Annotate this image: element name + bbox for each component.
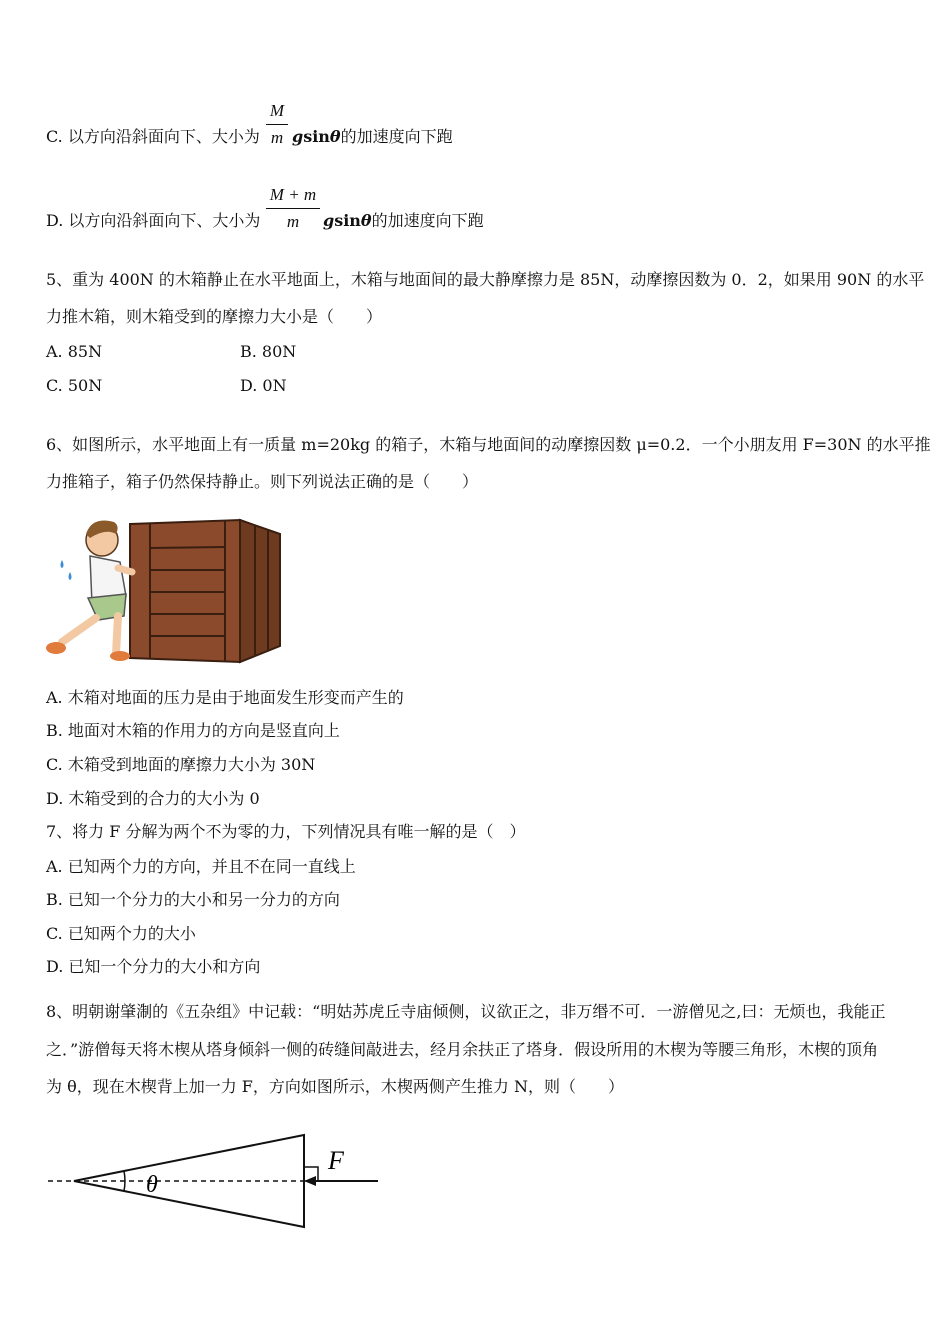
q4-option-d-prefix: D. 以方向沿斜面向下、大小为 xyxy=(46,211,261,230)
q4-option-c-fraction xyxy=(266,101,288,148)
q6-option-d: D. 木箱受到的合力的大小为 0 xyxy=(46,789,260,808)
q5-stem-line1: 5、重为 400N 的木箱静止在水平地面上，木箱与地面间的最大静摩擦力是 85N，动摩擦因数为 0．2，如果用 90N 的水平 xyxy=(46,270,925,289)
q5-option-a: A. 85N xyxy=(46,342,103,361)
q4-option-d-g: g xyxy=(323,211,335,230)
q7-stem-line1: 7、将力 F 分解为两个不为零的力，下列情况具有唯一解的是（ ） xyxy=(46,822,526,841)
q4-option-d-sin: sin xyxy=(334,211,361,230)
q8-stem-line2: 之．”游僧每天将木楔从塔身倾斜一侧的砖缝间敲进去，经月余扶正了塔身．假设所用的木楔为等腰三角形，木楔的顶角 xyxy=(46,1040,879,1059)
q4-option-c-sin: sin xyxy=(303,127,330,146)
force-arrowhead xyxy=(304,1176,316,1186)
q4-option-d-tail-text: 的加速度向下跑 xyxy=(371,211,484,230)
q5-stem-line2: 力推木箱，则木箱受到的摩擦力大小是（ ） xyxy=(46,307,383,326)
q7-option-a: A. 已知两个力的方向，并且不在同一直线上 xyxy=(46,857,356,876)
q6-option-a: A. 木箱对地面的压力是由于地面发生形变而产生的 xyxy=(46,688,404,707)
q5-option-d: D. 0N xyxy=(240,376,287,395)
q5-option-c: C. 50N xyxy=(46,376,103,395)
force-label-f: F xyxy=(328,1146,344,1175)
q4-option-c-denominator: m xyxy=(270,128,284,147)
q4-option-c-theta: θ xyxy=(329,127,341,146)
q8-stem-line3: 为 θ，现在木楔背上加一力 F，方向如图所示，木楔两侧产生推力 N，则（ ） xyxy=(46,1077,624,1096)
q6-option-c: C. 木箱受到地面的摩擦力大小为 30N xyxy=(46,755,316,774)
q4-option-d-tail xyxy=(323,211,484,231)
q4-option-c-tail xyxy=(292,127,453,147)
q6-stem-line1: 6、如图所示，水平地面上有一质量 m=20kg 的箱子，木箱与地面间的动摩擦因数 μ=0.2．一个小朋友用 F=30N 的水平推 xyxy=(46,435,931,454)
q7-option-d: D. 已知一个分力的大小和方向 xyxy=(46,957,261,976)
q4-option-c xyxy=(46,127,260,147)
q7-option-c: C. 已知两个力的大小 xyxy=(46,924,196,943)
q5-option-b: B. 80N xyxy=(240,342,297,361)
q4-option-d-numerator: M + m xyxy=(266,185,320,209)
q4-option-d-theta: θ xyxy=(360,211,372,230)
q6-option-b: B. 地面对木箱的作用力的方向是竖直向上 xyxy=(46,721,340,740)
wedge-triangle xyxy=(74,1135,304,1227)
q4-option-d-denominator: m xyxy=(286,212,300,231)
q4-option-c-g: g xyxy=(292,127,304,146)
q6-stem-line2: 力推箱子，箱子仍然保持静止。则下列说法正确的是（ ） xyxy=(46,472,479,491)
q4-option-d xyxy=(46,211,260,231)
q4-option-d-fraction xyxy=(266,185,320,232)
wedge-diagram xyxy=(40,1125,400,1235)
q7-option-b: B. 已知一个分力的大小和另一分力的方向 xyxy=(46,890,340,909)
q4-option-c-numerator: M xyxy=(266,101,288,125)
q8-stem-line1: 8、明朝谢肇淛的《五杂组》中记载：“明姑苏虎丘寺庙倾侧，议欲正之，非万缗不可．一游僧见之,曰：无烦也，我能正 xyxy=(46,1002,886,1021)
q4-option-c-prefix: C. 以方向沿斜面向下、大小为 xyxy=(46,127,260,146)
q4-option-c-tail-text: 的加速度向下跑 xyxy=(340,127,453,146)
angle-label-theta: θ xyxy=(146,1172,158,1198)
boy-pushing-box-illustration xyxy=(40,512,290,667)
